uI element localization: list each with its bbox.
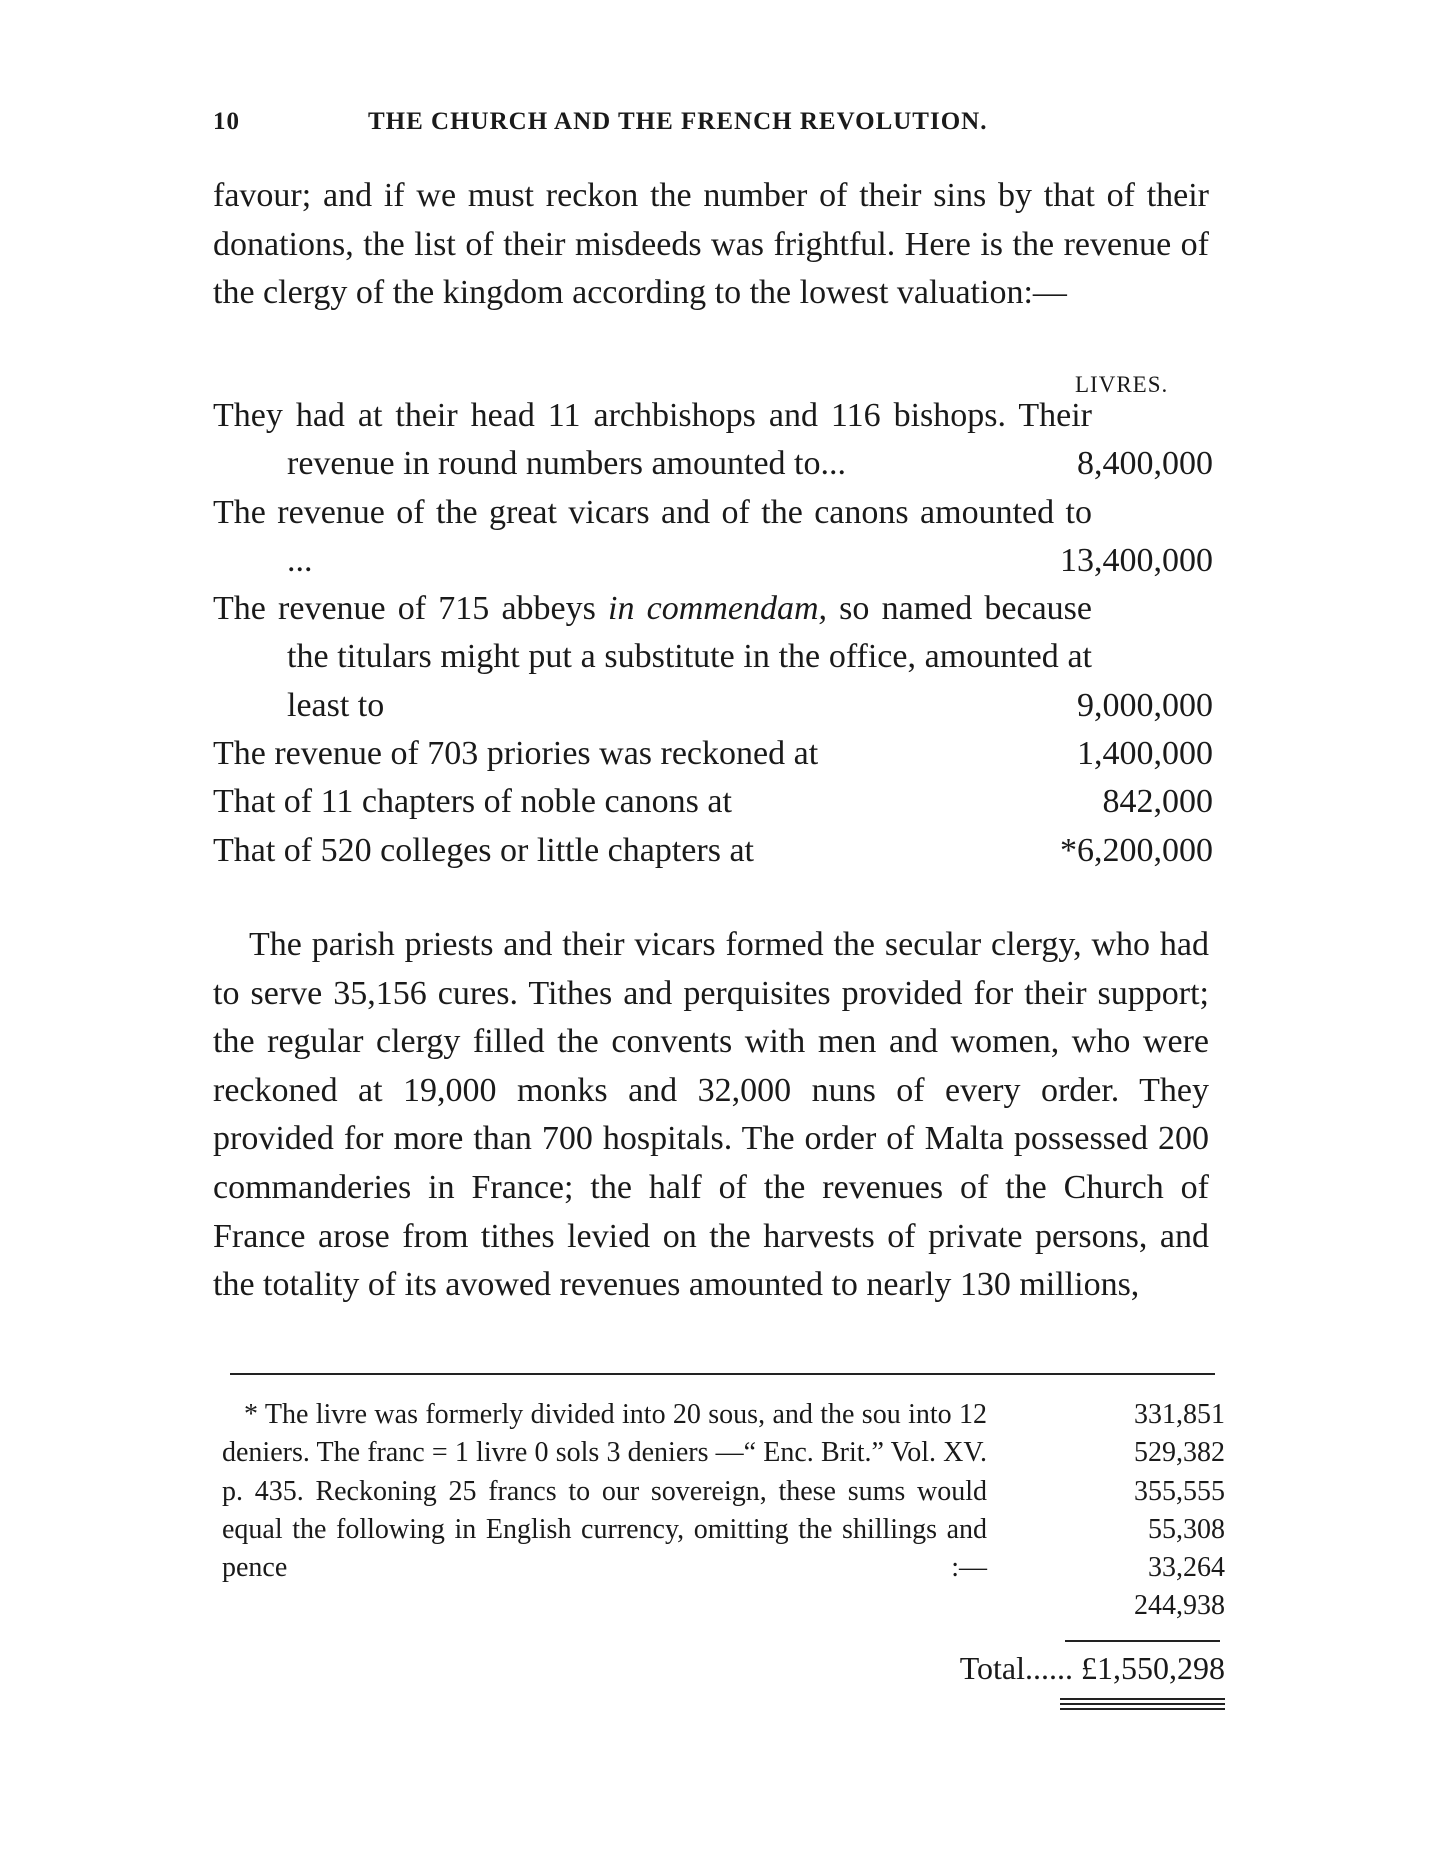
- total-value: £1,550,298: [1081, 1650, 1225, 1686]
- body-paragraph: The parish priests and their vicars formed the secular clergy, who had to serve 35,156 cures. Tithes and perquisites provided for their support; the regular clergy filled the convents with men and women, who were reckoned at 19,000 monks and 32,000 nuns of every order. They provided for more than 700 hospitals. The order of Malta possessed 200 commanderies in France; the half of the revenues of the Church of France arose from tithes levied on the harvests of private persons, and the totality of its avowed revenues amounted to nearly 130 millions,: [213, 926, 1209, 1304]
- revenue-row: [213, 585, 1213, 730]
- footnote-text: * The livre was formerly divided into 20 sous, and the sou into 12 deniers. The franc = 1 livre 0 sols 3 deniers —“ Enc. Brit.” Vol. XV. p. 435. Reckoning 25 francs to our sovereign, these sums would equal the following in English currency, omitting the shillings and pence :—: [222, 1399, 987, 1584]
- total-row: [800, 1648, 1225, 1688]
- footnote-amount: 33,264: [1148, 1552, 1225, 1584]
- total-underline: [1060, 1698, 1225, 1700]
- revenue-description: [213, 585, 1092, 730]
- revenue-amount: 1,400,000: [1077, 735, 1213, 773]
- revenue-description: That of 520 colleges or little chapters at: [213, 831, 754, 869]
- footnote-divider: [230, 1373, 1215, 1375]
- total-label: Total......: [959, 1650, 1073, 1686]
- description-text: so named because the titulars might put a substitute in the office, amounted at least to: [287, 590, 1092, 724]
- revenue-description: They had at their head 11 archbishops and 116 bishops. Their revenue in round numbers amounted to...: [213, 397, 1092, 483]
- page-number: 10: [213, 108, 240, 135]
- footnote-amount: 355,555: [1134, 1475, 1225, 1507]
- revenue-description: The revenue of 703 priories was reckoned at: [213, 735, 819, 773]
- revenue-row: [213, 778, 1213, 826]
- revenue-row: [213, 489, 1213, 586]
- running-title: THE CHURCH AND THE FRENCH REVOLUTION.: [368, 108, 988, 135]
- total-underline: [1060, 1708, 1225, 1710]
- revenue-row: [213, 392, 1213, 489]
- revenue-table: [213, 392, 1213, 875]
- revenue-amount: 8,400,000: [1077, 445, 1213, 483]
- revenue-amount: 13,400,000: [1060, 541, 1213, 579]
- footnote-amount-list: [1040, 1396, 1225, 1626]
- column-header-livres: LIVRES.: [1075, 372, 1169, 397]
- revenue-amount: 9,000,000: [1077, 686, 1213, 724]
- revenue-description: The revenue of the great vicars and of the canons amounted to ...: [213, 493, 1092, 579]
- intro-paragraph: favour; and if we must reckon the number of their sins by that of their donations, the list of their misdeeds was frightful. Here is the revenue of the clergy of the kingdom according to the lowest valuation:—: [213, 177, 1209, 311]
- footnote-amount: 55,308: [1148, 1513, 1225, 1545]
- revenue-description: That of 11 chapters of noble canons at: [213, 783, 732, 821]
- revenue-amount: *6,200,000: [1060, 831, 1213, 869]
- footnote-amount: 529,382: [1134, 1437, 1225, 1469]
- revenue-amount: 842,000: [1102, 783, 1213, 821]
- running-header: [213, 108, 1213, 148]
- revenue-row: [213, 827, 1213, 875]
- total-underline: [1060, 1703, 1225, 1705]
- footnote-amount: 331,851: [1134, 1399, 1225, 1430]
- footnote-amount: 244,938: [1134, 1590, 1225, 1622]
- revenue-row: [213, 730, 1213, 778]
- description-text: The revenue of 715 abbeys: [213, 590, 609, 628]
- italic-term: in commendam,: [608, 590, 828, 628]
- sum-rule: [1065, 1640, 1220, 1642]
